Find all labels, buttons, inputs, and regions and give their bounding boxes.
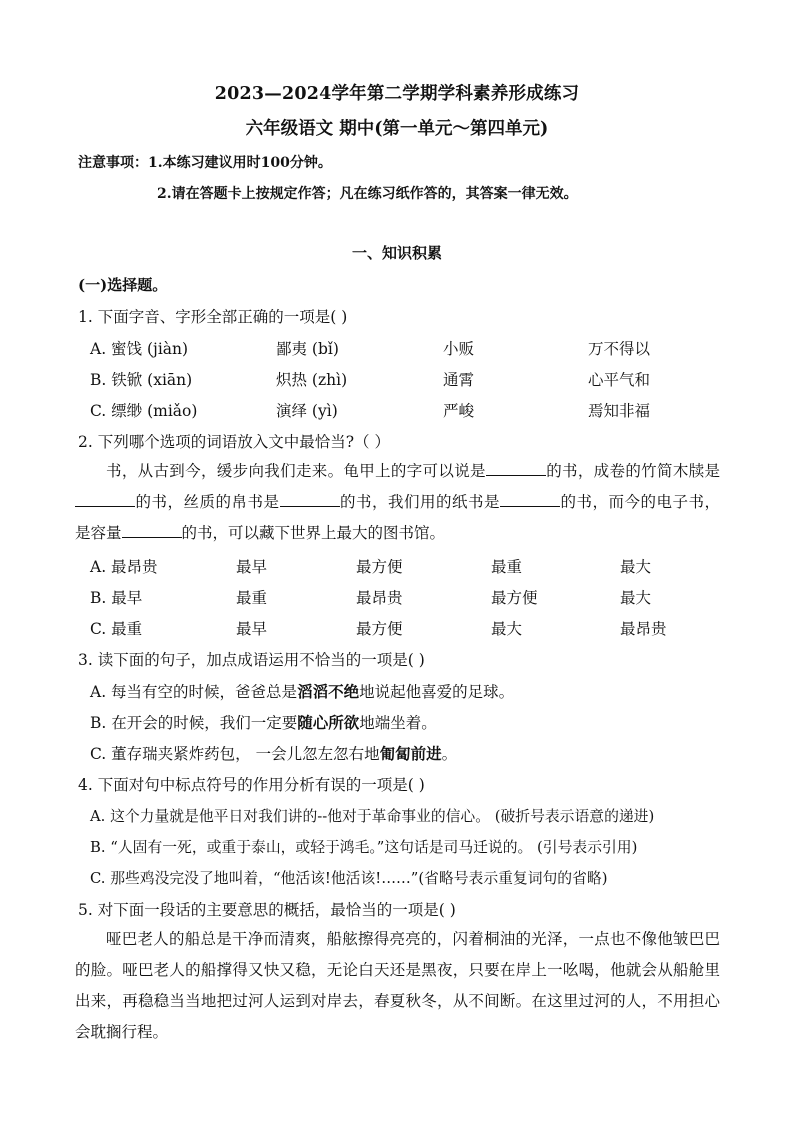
q1-option-a: A. 蜜饯 (jiàn) — [90, 340, 189, 358]
q1-a-word-3: 小贩 — [443, 340, 475, 358]
question-4: 4. 下面对句中标点符号的作用分析有误的一项是( ) — [78, 776, 425, 794]
notice-line-1: 注意事项：1.本练习建议用时100分钟。 — [78, 155, 332, 171]
q2-a-word-4: 最重 — [491, 558, 523, 576]
question-2: 2. 下列哪个选项的词语放入文中最恰当?（ ） — [78, 433, 390, 451]
q4-option-c: C. 那些鸡没完没了地叫着，“他活该!他活该!……”(省略号表示重复词句的省略) — [90, 870, 608, 887]
q4-option-a: A. 这个力量就是他平日对我们讲的--他对于革命事业的信心。 (破折号表示语意的递进) — [90, 808, 655, 825]
q1-b-word-4: 心平气和 — [588, 371, 651, 389]
q3-option-c: C. 董存瑞夹紧炸药包， 一会儿忽左忽右地匍匐前进。 — [90, 744, 458, 763]
dotted-idiom: 随心所欲 — [297, 713, 360, 732]
q2-c-word-2: 最早 — [236, 620, 268, 638]
q2-a-word-5: 最大 — [620, 558, 652, 576]
q1-c-word-2: 演绎 (yì) — [276, 402, 338, 420]
q1-a-word-2: 鄙夷 (bǐ) — [276, 340, 339, 358]
q2-option-b: B. 最早 — [90, 589, 143, 607]
q2-b-word-2: 最重 — [236, 589, 268, 607]
q2-a-word-3: 最方便 — [356, 558, 403, 576]
q1-c-word-4: 焉知非福 — [588, 402, 651, 420]
answer-blank[interactable] — [280, 492, 340, 507]
q2-c-word-4: 最大 — [491, 620, 523, 638]
q1-b-word-3: 通霄 — [443, 371, 475, 389]
q2-option-a: A. 最昂贵 — [90, 558, 158, 576]
q1-option-c: C. 缥缈 (miǎo) — [90, 402, 198, 420]
q2-a-word-2: 最早 — [236, 558, 268, 576]
exam-subtitle: 六年级语文 期中(第一单元～第四单元) — [245, 119, 549, 139]
subsection-title: (一)选择题。 — [78, 276, 168, 294]
question-3: 3. 读下面的句子，加点成语运用不恰当的一项是( ) — [78, 651, 425, 669]
q1-c-word-3: 严峻 — [443, 402, 475, 420]
q5-passage: 哑巴老人的船总是干净而清爽，船舷擦得亮亮的，闪着桐油的光泽，一点也不像他皱巴巴的脸。哑巴老人的船撑得又快又稳，无论白天还是黑夜，只要在岸上一吆喝，他就会从船舱里出来，再稳稳当当地把过河人运到对岸去，春夏秋冬，从不间断。在这里过河的人，不用担心会耽搁行程。 — [75, 930, 720, 1041]
q4-option-b: B. “人固有一死，或重于泰山，或轻于鸿毛。”这句话是司马迁说的。 (引号表示引用) — [90, 839, 638, 856]
answer-blank[interactable] — [122, 523, 182, 538]
dotted-idiom: 匍匐前进 — [379, 744, 442, 763]
q3-option-a: A. 每当有空的时候，爸爸总是滔滔不绝地说起他喜爱的足球。 — [90, 682, 515, 701]
q1-b-word-2: 炽热 (zhì) — [276, 371, 348, 389]
q2-b-word-5: 最大 — [620, 589, 652, 607]
answer-blank[interactable] — [500, 492, 560, 507]
q1-option-b: B. 铁锨 (xiān) — [90, 371, 193, 389]
question-1: 1. 下面字音、字形全部正确的一项是( ) — [78, 308, 348, 326]
notice-line-2: 2.请在答题卡上按规定作答；凡在练习纸作答的，其答案一律无效。 — [157, 186, 578, 202]
answer-blank[interactable] — [75, 492, 135, 507]
q2-b-word-3: 最昂贵 — [356, 589, 403, 607]
section-title: 一、知识积累 — [351, 244, 442, 262]
q3-option-b: B. 在开会的时候，我们一定要随心所欲地端坐着。 — [90, 713, 437, 732]
q2-option-c: C. 最重 — [90, 620, 143, 638]
q2-c-word-3: 最方便 — [356, 620, 403, 638]
q2-c-word-5: 最昂贵 — [620, 620, 667, 638]
q1-a-word-4: 万不得以 — [588, 340, 651, 358]
exam-title: 2023—2024学年第二学期学科素养形成练习 — [214, 84, 580, 104]
answer-blank[interactable] — [486, 461, 546, 476]
q2-b-word-4: 最方便 — [491, 589, 538, 607]
dotted-idiom: 滔滔不绝 — [297, 682, 360, 701]
question-5: 5. 对下面一段话的主要意思的概括，最恰当的一项是( ) — [78, 901, 456, 919]
q2-passage: 书，从古到今，缓步向我们走来。龟甲上的字可以说是 的书，成卷的竹简木牍是的书，丝质的帛书是 的书，我们用的纸书是 的书，而今的电子书，是容量 的书，可以藏下世界上最大的图书馆。 — [75, 462, 720, 542]
